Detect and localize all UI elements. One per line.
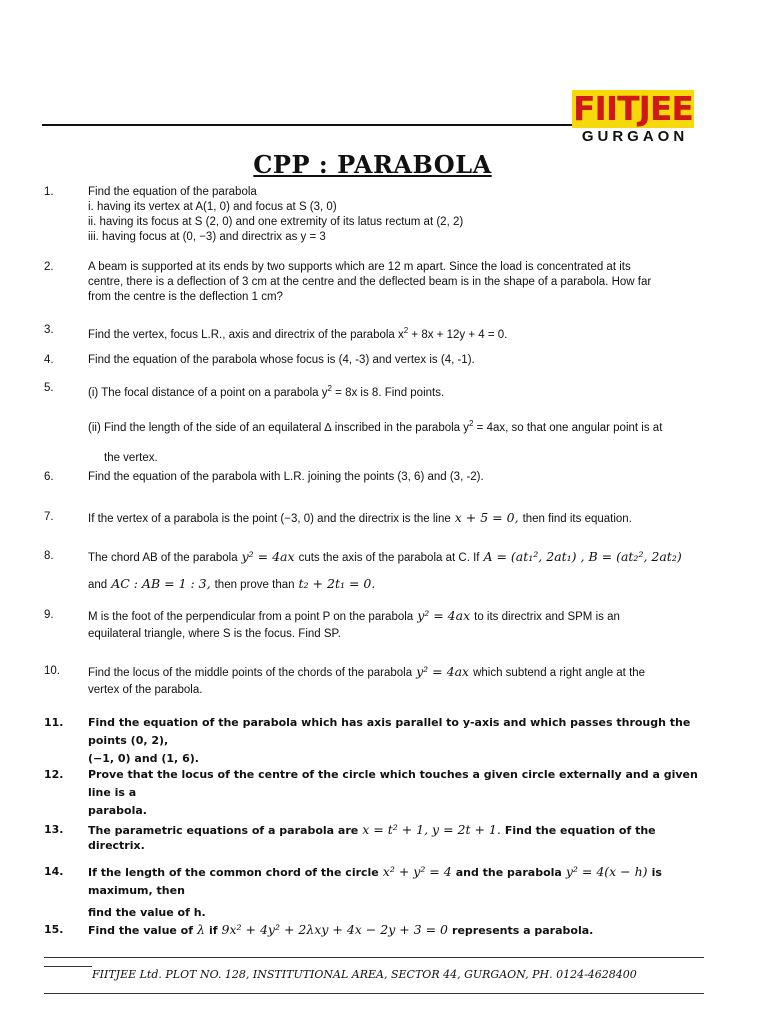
question-number: 15.	[44, 923, 64, 936]
question-line: equilateral triangle, where S is the focus. Find SP.	[88, 628, 341, 640]
text-part: + 8x + 12y + 4 = 0.	[408, 328, 508, 341]
question-line: Find the equation of the parabola which has axis parallel to y-axis and which passes through the points (0, 2),	[88, 716, 691, 747]
question-text	[88, 922, 708, 938]
question-number: 6.	[44, 471, 54, 483]
question-number: 8.	[44, 550, 54, 562]
question-number: 1.	[44, 186, 54, 198]
question-line: Prove that the locus of the centre of the circle which touches a given circle externally and a given line is a	[88, 768, 698, 799]
text-part: and the parabola	[455, 866, 562, 879]
math-expression: λ	[197, 922, 205, 937]
question-text	[88, 822, 708, 853]
question-text	[88, 260, 708, 305]
question-line: ii. having its focus at S (2, 0) and one extremity of its latus rectum at (2, 2)	[88, 216, 464, 228]
question-line: i. having its vertex at A(1, 0) and focus at S (3, 0)	[88, 201, 337, 213]
question-text	[88, 510, 708, 527]
math-expression: 9x² + 4y² + 2λxy + 4x − 2y + 3 = 0	[221, 922, 449, 937]
question-line: Find the equation of the parabola	[88, 186, 257, 198]
text-part: M is the foot of the perpendicular from a point P on the parabola	[88, 611, 414, 623]
math-expression: y² = 4ax	[416, 664, 470, 679]
question-number: 13.	[44, 823, 64, 836]
question-line	[88, 416, 708, 436]
question-number: 4.	[44, 354, 54, 366]
question-line: centre, there is a deflection of 3 cm at the centre and the deflected beam is in the shape of a parabola. How far	[88, 276, 652, 288]
footer-rule	[44, 957, 704, 958]
text-part: Find the vertex, focus L.R., axis and directrix of the parabola x	[88, 328, 404, 341]
question-line: (−1, 0) and (1, 6).	[88, 752, 199, 765]
text-part: to its directrix and SPM is an	[474, 611, 620, 623]
header-rule	[42, 124, 578, 126]
math-expression: x + 5 = 0,	[454, 510, 519, 525]
question-line	[88, 863, 708, 900]
question-line: A beam is supported at its ends by two supports which are 12 m apart. Since the load is concentrated at its	[88, 261, 631, 273]
question-number: 9.	[44, 609, 54, 621]
math-expression: x = t² + 1, y = 2t + 1.	[362, 822, 501, 837]
question-line: find the value of h.	[88, 906, 206, 919]
text-part: The chord AB of the parabola	[88, 552, 238, 564]
question-number: 11.	[44, 716, 64, 729]
question-text	[88, 185, 708, 245]
text-part: is maximum, then	[88, 866, 662, 897]
question-number: 5.	[44, 382, 54, 394]
question-text: Find the equation of the parabola whose focus is (4, -3) and vertex is (4, -1).	[88, 354, 475, 366]
text-part: The parametric equations of a parabola are	[88, 824, 359, 837]
text-part: If the vertex of a parabola is the point (−3, 0) and the directrix is the line	[88, 513, 451, 525]
question-number: 7.	[44, 511, 54, 523]
question-text: Find the equation of the parabola with L.R. joining the points (3, 6) and (3, -2).	[88, 471, 484, 483]
question-text	[88, 549, 708, 593]
text-part: (i) The focal distance of a point on a parabola y	[88, 386, 328, 399]
question-number: 10.	[44, 665, 60, 677]
text-part: = 8x is 8. Find points.	[331, 386, 445, 399]
text-part: then prove than	[214, 579, 295, 591]
question-text	[88, 766, 708, 820]
text-part: which subtend a right angle at the	[473, 667, 646, 679]
superscript: 2	[469, 418, 474, 428]
question-number: 3.	[44, 324, 54, 336]
text-part: if	[208, 924, 218, 937]
question-number: 2.	[44, 261, 54, 273]
math-expression: x² + y² = 4	[382, 864, 452, 879]
footer-rule	[44, 966, 92, 967]
math-expression: A = (at₁², 2at₁) , B = (at₂², 2at₂)	[483, 549, 682, 564]
question-line: vertex of the parabola.	[88, 684, 203, 696]
superscript: 2	[403, 326, 409, 335]
question-line: from the centre is the deflection 1 cm?	[88, 291, 283, 303]
superscript: 2	[327, 384, 332, 393]
question-text	[88, 323, 708, 343]
text-part: (ii) Find the length of the side of an equilateral ∆ inscribed in the parabola y	[88, 421, 470, 434]
text-part: = 4ax, so that one angular point is at	[473, 421, 663, 434]
question-text	[88, 863, 708, 922]
text-part: then find its equation.	[522, 513, 632, 525]
text-part: Find the locus of the middle points of the chords of the parabola	[88, 667, 413, 679]
text-part: Find the equation of the directrix.	[88, 824, 656, 852]
logo: FIITJEE	[573, 89, 693, 128]
question-text	[88, 381, 708, 466]
question-line	[88, 608, 708, 625]
math-expression: t₂ + 2t₁ = 0.	[298, 576, 376, 591]
question-text	[88, 608, 708, 642]
page-title: CPP : PARABOLA	[253, 150, 492, 179]
text-part: represents a parabola.	[452, 924, 594, 937]
question-text	[88, 714, 708, 768]
math-expression: y² = 4ax	[417, 608, 471, 623]
footer-text: FIITJEE Ltd. PLOT NO. 128, INSTITUTIONAL AREA, SECTOR 44, GURGAON, PH. 0124-4628400	[92, 968, 637, 981]
logo-subtitle: GURGAON	[581, 128, 689, 145]
text-part: Find the value of	[88, 924, 194, 937]
question-line	[88, 381, 708, 401]
question-line: the vertex.	[104, 451, 158, 464]
question-line	[88, 664, 708, 681]
question-line: iii. having focus at (0, −3) and directrix as y = 3	[88, 231, 326, 243]
question-line	[88, 549, 708, 566]
question-line	[88, 576, 708, 593]
text-part: If the length of the common chord of the circle	[88, 866, 379, 879]
math-expression: y² = 4ax	[241, 549, 295, 564]
text-part: and	[88, 579, 108, 591]
question-line: parabola.	[88, 804, 147, 817]
footer-rule	[44, 993, 704, 994]
question-text	[88, 664, 708, 698]
math-expression: y² = 4(x − h)	[565, 864, 648, 879]
text-part: cuts the axis of the parabola at C. If	[298, 552, 480, 564]
question-number: 14.	[44, 865, 64, 878]
question-number: 12.	[44, 768, 64, 781]
math-expression: AC : AB = 1 : 3,	[111, 576, 211, 591]
